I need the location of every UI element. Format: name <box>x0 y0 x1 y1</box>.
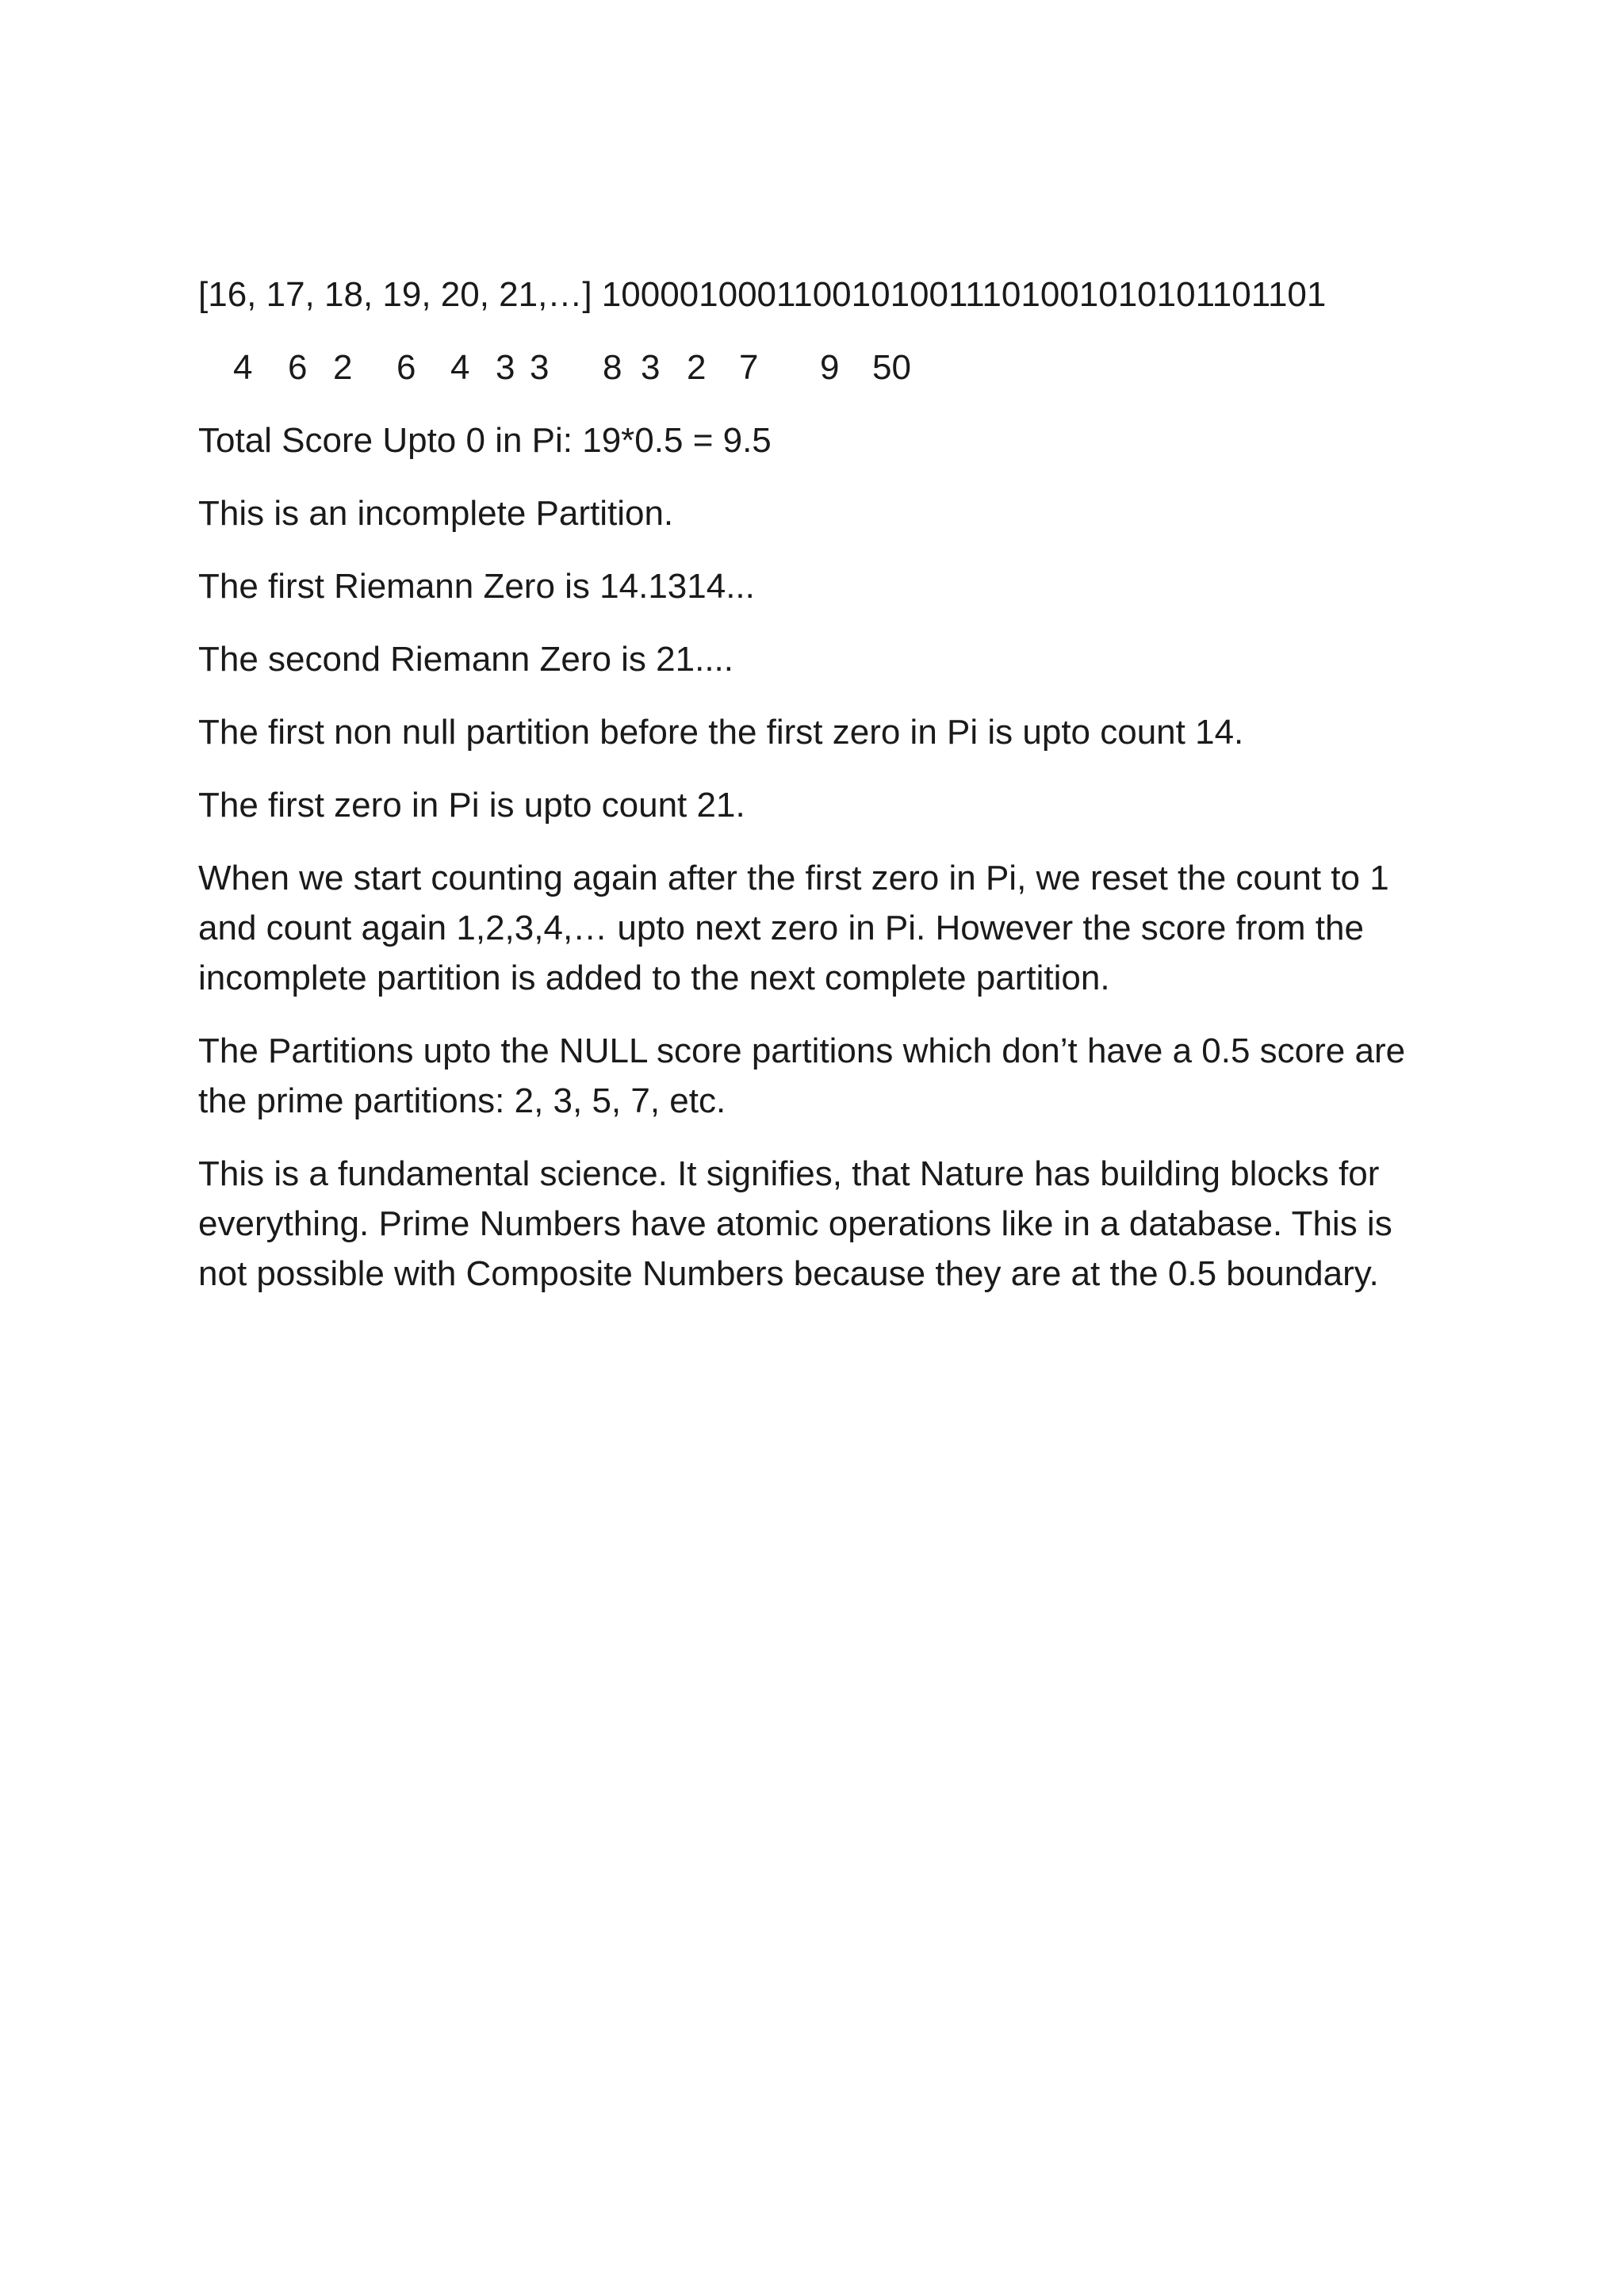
partition-count: 3 <box>641 348 661 387</box>
partition-count: 50 <box>872 348 911 387</box>
partition-count: 6 <box>396 348 416 387</box>
partition-count: 6 <box>288 348 308 387</box>
partition-count: 4 <box>233 348 253 387</box>
conclusion-paragraph: This is a fundamental science. It signifies, that Nature has building blocks for everything. Prime Numbers have atomic operations like in a database. This is not possible with Composite Numbers because they are at the 0.5 boundary. <box>198 1154 1392 1293</box>
partition-count: 7 <box>739 348 759 387</box>
partition-count: 2 <box>333 348 353 387</box>
first-riemann-zero-line: The first Riemann Zero is 14.1314... <box>198 567 755 606</box>
prime-partitions-paragraph: The Partitions upto the NULL score partitions which don’t have a 0.5 score are the prime partitions: 2, 3, 5, 7, etc. <box>198 1031 1406 1120</box>
first-non-null-partition-line: The first non null partition before the first zero in Pi is upto count 14. <box>198 713 1244 752</box>
sequence-line: [16, 17, 18, 19, 20, 21,…] 10000100011001010011101001010101101101 <box>198 275 1327 314</box>
partition-counts-row <box>198 342 1435 392</box>
partition-count: 9 <box>820 348 840 387</box>
partition-count: 2 <box>687 348 707 387</box>
total-score-line: Total Score Upto 0 in Pi: 19*0.5 = 9.5 <box>198 421 772 460</box>
first-zero-line: The first zero in Pi is upto count 21. <box>198 786 745 825</box>
partition-count: 8 <box>603 348 622 387</box>
counting-reset-paragraph: When we start counting again after the first zero in Pi, we reset the count to 1 and count again 1,2,3,4,… upto next zero in Pi. However the score from the incomplete partition is added to the next complete partition. <box>198 859 1389 997</box>
partition-count: 4 <box>450 348 470 387</box>
partition-count: 3 <box>530 348 550 387</box>
incomplete-partition-note: This is an incomplete Partition. <box>198 494 674 533</box>
second-riemann-zero-line: The second Riemann Zero is 21.... <box>198 640 733 679</box>
document-body <box>198 270 1435 1322</box>
partition-count: 3 <box>496 348 515 387</box>
